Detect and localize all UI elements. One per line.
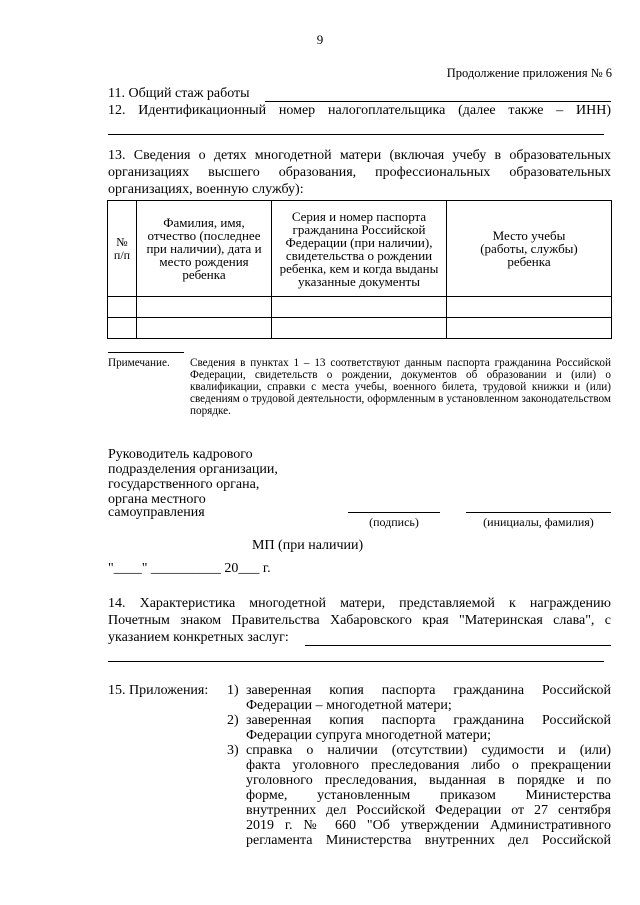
- item-13-line-1: 13. Сведения о детях многодетной матери (включая учебу в образовательных: [108, 148, 611, 163]
- attachment-3-number: 3): [227, 743, 239, 758]
- attachment-3-line-6: 2019 г. № 660 "Об утверждении Административного: [246, 818, 611, 833]
- attachment-1-line-2: Федерации – многодетной матери;: [246, 698, 452, 713]
- note-text: Сведения в пунктах 1 – 13 соответствуют данным паспорта гражданина Российской Федерации, свидетельств о рождении, документов об образовании и (или) о квалификации, справки с места учебы, военного билета, трудовой книжки и (или) сведениям о трудовой деятельности, оформленным в установленном законодательством порядке.: [190, 357, 611, 417]
- signature-line[interactable]: [348, 512, 440, 513]
- table-cell[interactable]: [108, 297, 137, 318]
- item-12-fill-line[interactable]: [108, 134, 604, 135]
- head-line-3: государственного органа,: [108, 477, 260, 492]
- note-label: Примечание.: [108, 357, 170, 369]
- column-header-documents: Серия и номер паспорта гражданина Российской Федерации (при наличии), свидетельства о рождении ребенка, кем и когда выданы указанные документы: [272, 201, 447, 297]
- item-11-fill-line[interactable]: [265, 101, 611, 102]
- attachment-1-number: 1): [227, 683, 239, 698]
- attachment-3-line-7: регламента Министерства внутренних дел Российской: [246, 833, 611, 848]
- attachment-1-line-1: заверенная копия паспорта гражданина Российской: [246, 683, 611, 698]
- table-cell[interactable]: [137, 297, 272, 318]
- head-line-1: Руководитель кадрового: [108, 447, 253, 462]
- continuation-label: Продолжение приложения № 6: [446, 66, 612, 80]
- item-12-label: 12. Идентификационный номер налогоплательщика (далее также – ИНН): [108, 103, 611, 118]
- children-table: [107, 200, 612, 339]
- table-cell[interactable]: [108, 318, 137, 339]
- attachment-3-line-2: факта уголовного преследования либо о прекращении: [246, 758, 611, 773]
- attachment-3-line-3: уголовного преследования, выданная в порядке и по: [246, 773, 611, 788]
- table-cell[interactable]: [272, 297, 447, 318]
- item-13-line-3: организациях, военную службу):: [108, 182, 304, 197]
- table-cell[interactable]: [272, 318, 447, 339]
- column-header-place-of-study: Место учебы (работы, службы) ребенка: [447, 201, 612, 297]
- table-row: [108, 297, 612, 318]
- item-14-line-2: Почетным знаком Правительства Хабаровского края "Материнская слава", с: [108, 613, 611, 628]
- table-cell[interactable]: [137, 318, 272, 339]
- item-14-line-1: 14. Характеристика многодетной матери, представляемой к награждению: [108, 596, 611, 611]
- table-header-row: [108, 201, 612, 297]
- attachment-3-line-5: внутренних дел Российской Федерации от 27 сентября: [246, 803, 611, 818]
- name-line[interactable]: [466, 512, 611, 513]
- table-cell[interactable]: [447, 318, 612, 339]
- signature-caption: (подпись): [369, 515, 419, 529]
- item-14-fill-line-1[interactable]: [305, 645, 611, 646]
- head-line-4: органа местного: [108, 492, 206, 507]
- attachment-3-line-4: форме, установленным приказом Министерства: [246, 788, 611, 803]
- attachment-2-line-2: Федерации супруга многодетной матери;: [246, 728, 492, 743]
- note-separator: [108, 352, 184, 353]
- date-field[interactable]: "____" __________ 20___ г.: [108, 561, 271, 576]
- attachment-2-line-1: заверенная копия паспорта гражданина Российской: [246, 713, 611, 728]
- table-cell[interactable]: [447, 297, 612, 318]
- head-line-5: самоуправления: [108, 505, 205, 520]
- stamp-label: МП (при наличии): [252, 538, 364, 553]
- page-number: 9: [316, 32, 324, 47]
- item-15-label: 15. Приложения:: [108, 683, 209, 698]
- column-header-child-name: Фамилия, имя, отчество (последнее при наличии), дата и место рождения ребенка: [137, 201, 272, 297]
- item-13-line-2: организациях высшего образования, профессиональных образовательных: [108, 165, 611, 180]
- item-14-line-3: указанием конкретных заслуг:: [108, 630, 289, 645]
- attachment-3-line-1: справка о наличии (отсутствии) судимости и (или): [246, 743, 611, 758]
- item-14-fill-line-2[interactable]: [108, 661, 604, 662]
- item-11-label: 11. Общий стаж работы: [108, 86, 250, 101]
- column-header-number: № п/п: [108, 201, 137, 297]
- name-caption: (инициалы, фамилия): [483, 515, 594, 529]
- attachment-2-number: 2): [227, 713, 239, 728]
- table-row: [108, 318, 612, 339]
- head-line-2: подразделения организации,: [108, 462, 278, 477]
